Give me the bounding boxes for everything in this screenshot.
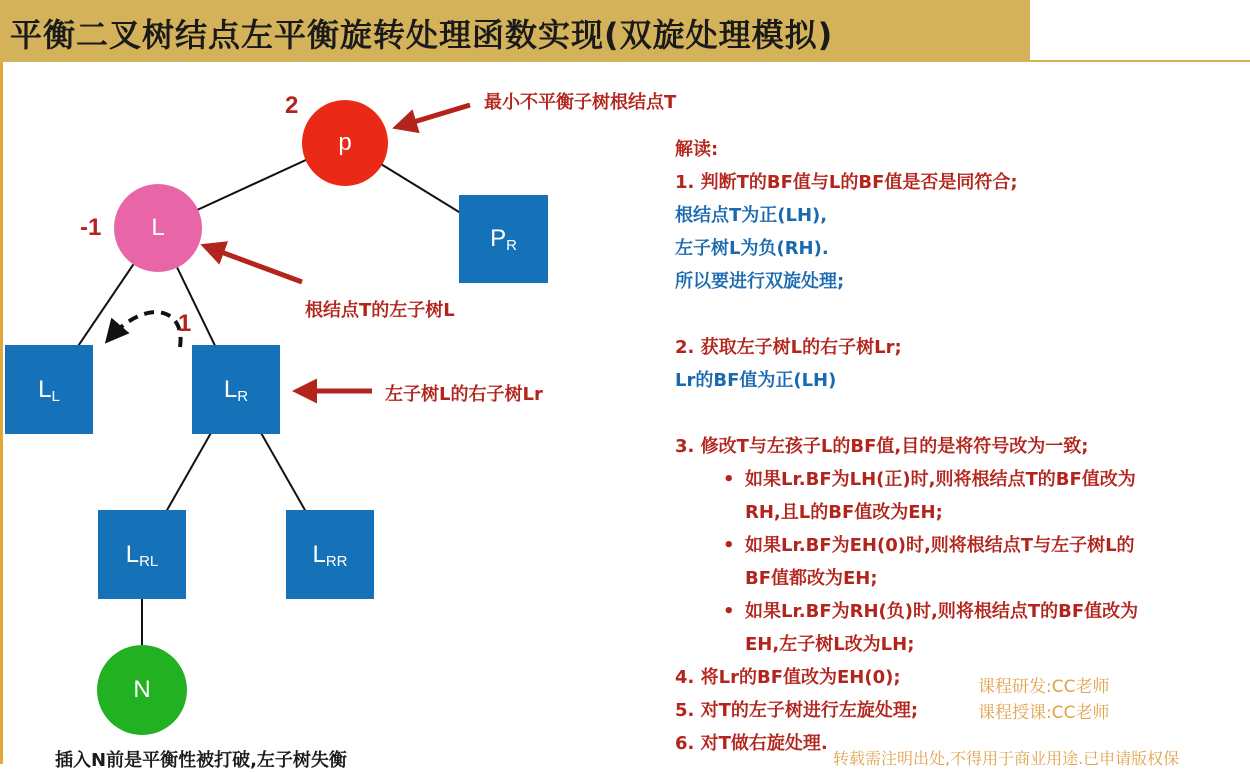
node-L-label: L [151,214,165,241]
bullet-1 [675,463,1235,496]
bullet-dot: • [723,601,735,622]
bullet-2 [675,529,1235,562]
step-5: 5. 对T的左子树进行左旋处理; [675,700,919,721]
node-LRR [286,510,374,599]
node-PR-label: $P_R$ [490,225,517,254]
node-LR-label: $L_R$ [223,375,249,405]
arrow-left [205,246,302,282]
step-3: 3. 修改T与左孩子L的BF值,目的是将符号改为一致; [675,436,1089,457]
credit-teach: 课程授课:CC老师 [978,703,1110,723]
bullet-dot: • [723,535,735,556]
credit-dev: 课程研发:CC老师 [978,677,1110,697]
bullet-3 [675,595,1235,628]
explanation-heading: 解读: [675,139,719,160]
annotation-left: 根结点T的左子树L [305,300,455,321]
node-PR [459,195,548,283]
bullet-3-text: 如果Lr.BF为RH(负)时,则将根结点T的BF值改为 [745,601,1139,622]
step-2-detail: Lr的BF值为正(LH) [675,370,837,391]
node-p-label: p [338,129,352,156]
explanation-panel [675,133,1235,760]
step-2: 2. 获取左子树L的右子树Lr; [675,337,902,358]
bullet-1-text: 如果Lr.BF为LH(正)时,则将根结点T的BF值改为 [745,469,1136,490]
bf-LR: 1 [178,310,192,337]
node-LL [5,345,93,434]
spacer [675,397,1235,430]
rotation-arrow [108,312,181,347]
node-LR [192,345,280,434]
step-1: 1. 判断T的BF值与L的BF值是否是同符合; [675,172,1018,193]
bullet-2-text: 如果Lr.BF为EH(0)时,则将根结点T与左子树L的 [745,535,1135,556]
bf-p: 2 [285,92,299,119]
node-LRL [98,510,186,599]
page-title: 平衡二叉树结点左平衡旋转处理函数实现(双旋处理模拟) [10,16,834,54]
bullet-dot: • [723,469,735,490]
node-LL-label: $L_L$ [38,375,60,405]
step-1-detail-c: 所以要进行双旋处理; [675,271,845,292]
copyright-notice: 转载需注明出处,不得用于商业用途.已申请版权保 [833,749,1180,768]
bullet-1-cont: RH,且L的BF值改为EH; [745,502,943,523]
node-L [114,184,202,272]
node-LRL-label: $L_{RL}$ [125,540,159,570]
spacer [675,298,1235,331]
step-1-detail-a: 根结点T为正(LH), [675,205,828,226]
arrow-root [397,105,470,127]
diagram-caption: 插入N前是平衡性被打破,左子树失衡 [55,750,347,771]
annotation-root: 最小不平衡子树根结点T [484,92,677,113]
bullet-3-cont: EH,左子树L改为LH; [745,634,915,655]
node-LRR-label: $L_{RR}$ [312,540,348,570]
node-N-label: N [133,676,151,703]
step-1-detail-b: 左子树L为负(RH). [675,238,829,259]
step-6: 6. 对T做右旋处理. [675,733,828,754]
step-4: 4. 将Lr的BF值改为EH(0); [675,667,901,688]
annotation-lr: 左子树L的右子树Lr [385,384,543,405]
bullet-2-cont: BF值都改为EH; [745,568,878,589]
bf-L: -1 [80,214,102,241]
node-p [302,100,388,186]
node-N [97,645,187,735]
